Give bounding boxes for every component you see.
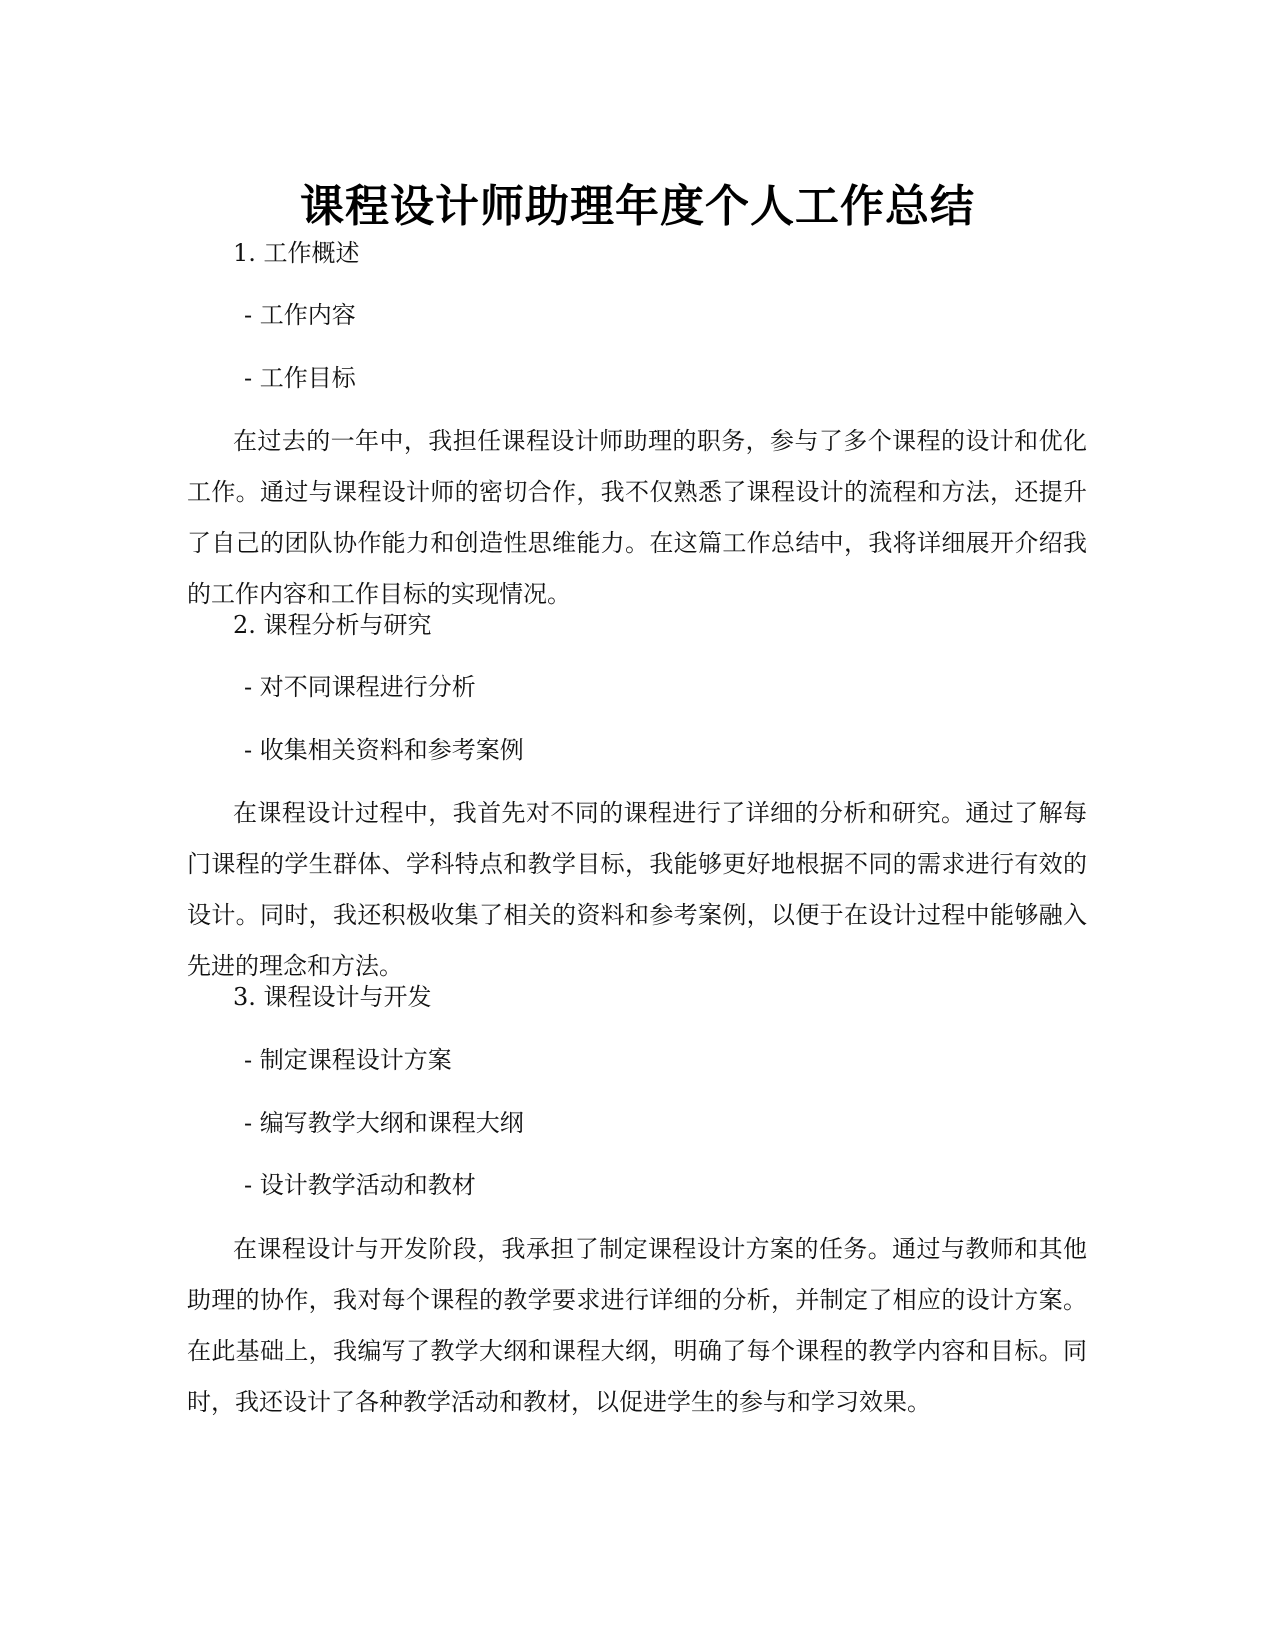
bullet-item: - 工作内容 xyxy=(244,301,356,329)
bullet-item: - 编写教学大纲和课程大纲 xyxy=(244,1109,524,1137)
section-heading: 1. 工作概述 xyxy=(233,239,360,267)
section-heading: 2. 课程分析与研究 xyxy=(233,611,432,639)
body-paragraph: 在课程设计过程中，我首先对不同的课程进行了详细的分析和研究。通过了解每门课程的学生群体、学科特点和教学目标，我能够更好地根据不同的需求进行有效的设计。同时，我还积极收集了相关的资料和参考案例，以便于在设计过程中能够融入先进的理念和方法。 xyxy=(187,799,1087,980)
body-paragraph: 在过去的一年中，我担任课程设计师助理的职务，参与了多个课程的设计和优化工作。通过与课程设计师的密切合作，我不仅熟悉了课程设计的流程和方法，还提升了自己的团队协作能力和创造性思维能力。在这篇工作总结中，我将详细展开介绍我的工作内容和工作目标的实现情况。 xyxy=(187,427,1087,608)
bullet-item: - 对不同课程进行分析 xyxy=(244,673,476,701)
bullet-item: - 收集相关资料和参考案例 xyxy=(244,736,524,764)
bullet-item: - 设计教学活动和教材 xyxy=(244,1171,476,1199)
document-title: 课程设计师助理年度个人工作总结 xyxy=(300,181,975,233)
body-paragraph: 在课程设计与开发阶段，我承担了制定课程设计方案的任务。通过与教师和其他助理的协作，我对每个课程的教学要求进行详细的分析，并制定了相应的设计方案。在此基础上，我编写了教学大纲和课程大纲，明确了每个课程的教学内容和目标。同时，我还设计了各种教学活动和教材，以促进学生的参与和学习效果。 xyxy=(187,1235,1087,1416)
bullet-item: - 工作目标 xyxy=(244,364,356,392)
bullet-item: - 制定课程设计方案 xyxy=(244,1046,452,1074)
section-heading: 3. 课程设计与开发 xyxy=(233,983,432,1011)
